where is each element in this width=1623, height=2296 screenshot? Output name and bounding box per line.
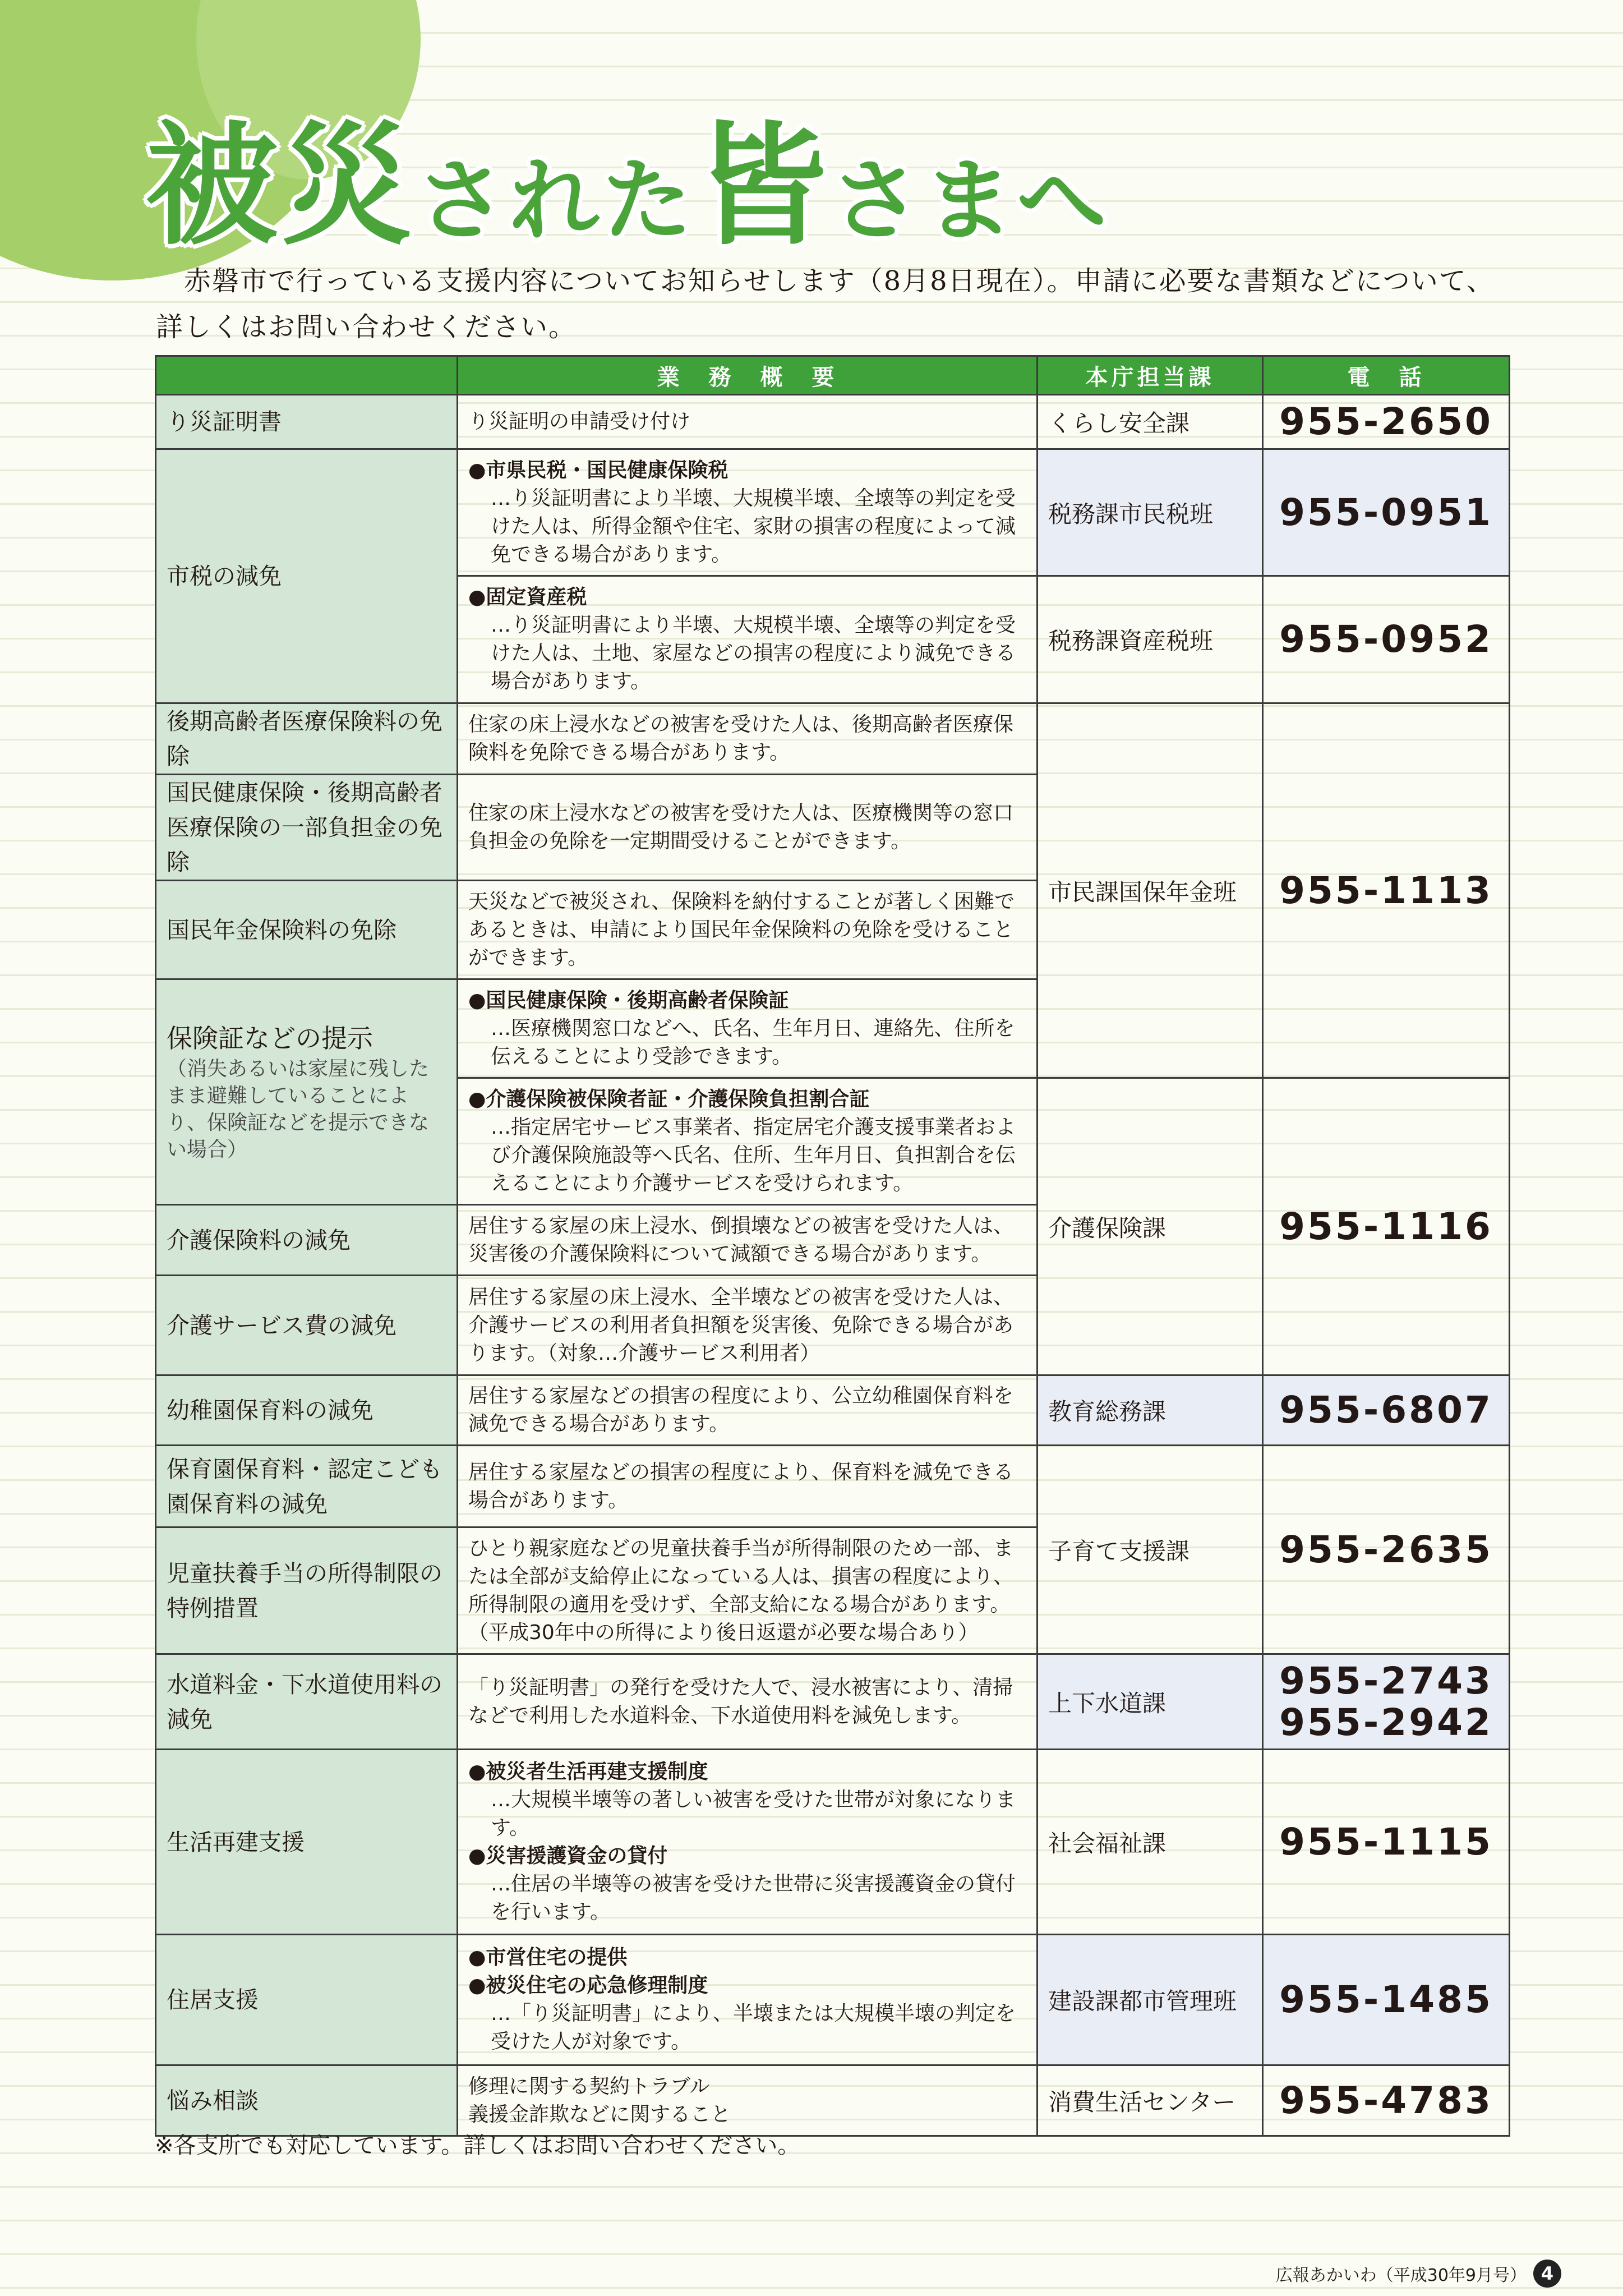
support-table <box>155 355 1510 2137</box>
desc-cell <box>458 2065 1038 2136</box>
phone-cell: 955-1113 <box>1263 703 1510 1078</box>
phone-cell: 955-1485 <box>1263 1935 1510 2065</box>
table-row <box>156 1446 1510 1527</box>
item-cell: 市税の減免 <box>156 449 458 703</box>
desc-body: …大規模半壊等の著しい被害を受けた世帯が対象になります。 <box>491 1788 1016 1839</box>
desc-heading: ●国民健康保険・後期高齢者保険証 <box>468 988 789 1012</box>
title-char: 皆 <box>695 110 831 263</box>
title-text: さまへ <box>831 148 1110 253</box>
page-number: 4 <box>1533 2260 1561 2288</box>
phone-cell: 955-0951 <box>1263 449 1510 576</box>
desc-heading: ●被災住宅の応急修理制度 <box>468 1974 708 1997</box>
desc-cell: 居住する家屋などの損害の程度により、公立幼稚園保育料を減免できる場合があります。 <box>458 1375 1038 1446</box>
desc-body: …医療機関窓口などへ、氏名、生年月日、連絡先、住所を伝えることにより受診できます。 <box>491 1016 1015 1068</box>
title-text: された <box>416 148 696 253</box>
desc-heading: ●市営住宅の提供 <box>468 1946 628 1969</box>
dept-cell: 消費生活センター <box>1038 2065 1263 2136</box>
phone-cell: 955-6807 <box>1263 1375 1510 1446</box>
desc-cell <box>458 1935 1038 2065</box>
dept-cell: 社会福祉課 <box>1038 1750 1263 1935</box>
item-cell: 国民健康保険・後期高齢者医療保険の一部負担金の免除 <box>156 775 458 881</box>
phone-cell: 955-4783 <box>1263 2065 1510 2136</box>
table-row <box>156 1654 1510 1750</box>
desc-heading: ●介護保険被保険者証・介護保険負担割合証 <box>468 1087 870 1111</box>
table-row <box>156 703 1510 775</box>
table-row <box>156 1935 1510 2065</box>
item-cell: 国民年金保険料の免除 <box>156 881 458 979</box>
publication-name: 広報あかいわ（平成30年9月号） <box>1275 2266 1527 2285</box>
phone-cell: 955-1115 <box>1263 1750 1510 1935</box>
phone-number: 955-2942 <box>1279 1700 1493 1744</box>
dept-cell: 税務課市民税班 <box>1038 449 1263 576</box>
page-footer <box>1276 2260 1561 2288</box>
item-title: 保険証などの提示 <box>167 1023 373 1053</box>
desc-heading: ●災害援護資金の貸付 <box>468 1844 668 1867</box>
desc-cell: 住家の床上浸水などの被害を受けた人は、医療機関等の窓口負担金の免除を一定期間受けることができます。 <box>458 775 1038 881</box>
table-row <box>156 449 1510 576</box>
dept-cell: 介護保険課 <box>1038 1078 1263 1375</box>
desc-cell: 「り災証明書」の発行を受けた人で、浸水被害により、清掃などで利用した水道料金、下水道使用料を減免します。 <box>458 1654 1038 1750</box>
item-cell: 幼稚園保育料の減免 <box>156 1375 458 1446</box>
dept-cell: 税務課資産税班 <box>1038 576 1263 703</box>
item-cell: 水道料金・下水道使用料の減免 <box>156 1654 458 1750</box>
title-char: 災 <box>281 110 416 263</box>
desc-cell <box>458 449 1038 576</box>
dept-cell: 市民課国保年金班 <box>1038 703 1263 1078</box>
desc-cell: 居住する家屋の床上浸水、全半壊などの被害を受けた人は、介護サービスの利用者負担額を災害後、免除できる場合があります。（対象…介護サービス利用者） <box>458 1276 1038 1375</box>
table-row <box>156 1375 1510 1446</box>
desc-cell: 居住する家屋の床上浸水、倒損壊などの被害を受けた人は、災害後の介護保険料について減額できる場合があります。 <box>458 1205 1038 1276</box>
footnote: ※各支所でも対応しています。詳しくはお問い合わせください。 <box>155 2133 800 2159</box>
desc-cell: ひとり親家庭などの児童扶養手当が所得制限のため一部、または全部が支給停止になっている人は、損害の程度により、所得制限の適用を受けず、全部支給になる場合があります。（平成30年中の所得により後日返還が必要な場合あり） <box>458 1527 1038 1654</box>
desc-cell <box>458 1078 1038 1205</box>
phone-cell: 955-0952 <box>1263 576 1510 703</box>
intro-text: 赤磐市で行っている支援内容についてお知らせします（8月8日現在）。申請に必要な書類などについて、詳しくはお問い合わせください。 <box>156 265 1495 343</box>
desc-heading: ●市県民税・国民健康保険税 <box>468 458 728 482</box>
item-cell: 後期高齢者医療保険料の免除 <box>156 703 458 775</box>
dept-cell: 建設課都市管理班 <box>1038 1935 1263 2065</box>
desc-heading: ●固定資産税 <box>468 586 587 609</box>
desc-cell: 住家の床上浸水などの被害を受けた人は、後期高齢者医療保険料を免除できる場合があります。 <box>458 703 1038 775</box>
phone-cell <box>1263 1654 1510 1750</box>
desc-body: …指定居宅サービス事業者、指定居宅介護支援事業者および介護保険施設等へ氏名、住所、生年月日、負担割合を伝えることにより介護サービスを受けられます。 <box>491 1115 1016 1195</box>
desc-body: …住居の半壊等の被害を受けた世帯に災害援護資金の貸付を行います。 <box>491 1872 1016 1924</box>
table-row <box>156 2065 1510 2136</box>
phone-cell: 955-1116 <box>1263 1078 1510 1375</box>
table-header-row <box>156 356 1510 395</box>
table-row <box>156 395 1510 449</box>
desc-line: 義援金詐欺などに関すること <box>468 2102 731 2126</box>
desc-line: 修理に関する契約トラブル <box>468 2074 710 2098</box>
desc-body: …り災証明書により半壊、大規模半壊、全壊等の判定を受けた人は、所得金額や住宅、家財の損害の程度によって減免できる場合があります。 <box>491 486 1016 566</box>
phone-cell: 955-2650 <box>1263 395 1510 449</box>
header-item <box>156 356 458 395</box>
desc-heading: ●被災者生活再建支援制度 <box>468 1760 708 1783</box>
phone-number: 955-2743 <box>1279 1659 1493 1703</box>
title-char: 被 <box>146 110 281 263</box>
dept-cell: 子育て支援課 <box>1038 1446 1263 1654</box>
item-cell <box>156 979 458 1205</box>
page-title <box>146 110 1110 263</box>
item-cell: 住居支援 <box>156 1935 458 2065</box>
desc-cell: り災証明の申請受け付け <box>458 395 1038 449</box>
item-note: （消失あるいは家屋に残したまま避難していることにより、保険証などを提示できない場合） <box>167 1057 430 1161</box>
desc-body: …「り災証明書」により、半壊または大規模半壊の判定を受けた人が対象です。 <box>491 2002 1016 2053</box>
header-dept: 本庁担当課 <box>1038 356 1263 395</box>
desc-cell <box>458 1750 1038 1935</box>
header-summary: 業 務 概 要 <box>458 356 1038 395</box>
item-cell: 生活再建支援 <box>156 1750 458 1935</box>
desc-body: …り災証明書により半壊、大規模半壊、全壊等の判定を受けた人は、土地、家屋などの損害の程度により減免できる場合があります。 <box>491 614 1016 693</box>
item-cell: 保育園保育料・認定こども園保育料の減免 <box>156 1446 458 1527</box>
desc-cell: 居住する家屋などの損害の程度により、保育料を減免できる場合があります。 <box>458 1446 1038 1527</box>
dept-cell: 上下水道課 <box>1038 1654 1263 1750</box>
desc-cell <box>458 576 1038 703</box>
item-cell: 介護保険料の減免 <box>156 1205 458 1276</box>
item-cell: 悩み相談 <box>156 2065 458 2136</box>
dept-cell: くらし安全課 <box>1038 395 1263 449</box>
item-cell: り災証明書 <box>156 395 458 449</box>
item-cell: 介護サービス費の減免 <box>156 1276 458 1375</box>
table-row <box>156 1750 1510 1935</box>
item-cell: 児童扶養手当の所得制限の特例措置 <box>156 1527 458 1654</box>
dept-cell: 教育総務課 <box>1038 1375 1263 1446</box>
header-phone: 電 話 <box>1263 356 1510 395</box>
desc-cell <box>458 979 1038 1078</box>
phone-cell: 955-2635 <box>1263 1446 1510 1654</box>
desc-cell: 天災などで被災され、保険料を納付することが著しく困難であるときは、申請により国民年金保険料の免除を受けることができます。 <box>458 881 1038 979</box>
